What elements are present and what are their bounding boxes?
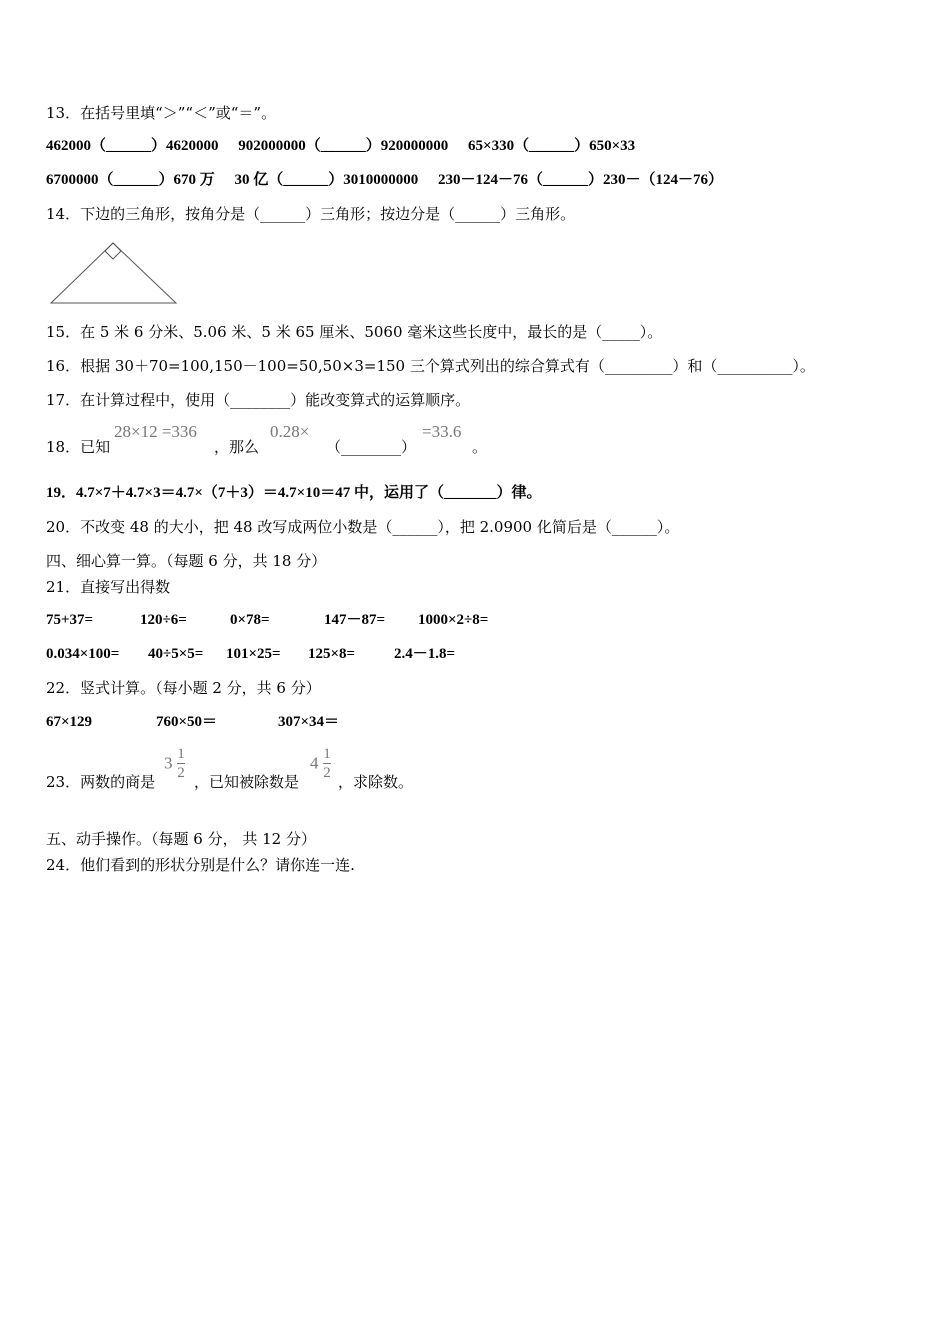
q21-item: 2.4－1.8= — [394, 646, 456, 662]
q21-item: 101×25= — [226, 646, 281, 662]
q21-item: 0×78= — [230, 612, 270, 628]
right-triangle-figure — [48, 238, 180, 308]
q13-item: 30 亿（______）3010000000 — [234, 172, 419, 188]
q13-row-1 — [46, 136, 635, 156]
q21-item: 120÷6= — [140, 612, 187, 628]
q18-expr: 0.28× — [270, 422, 310, 441]
q21-item: 1000×2÷8= — [418, 612, 489, 628]
q18-mid: ，那么 — [214, 438, 260, 456]
q23-frac1-den: 2 — [177, 765, 185, 781]
q18-prefix: 18．已知 — [46, 438, 111, 456]
q18-blank: （________） — [326, 438, 417, 456]
q21-title: 21．直接写出得数 — [46, 578, 171, 596]
q21-row-2 — [46, 644, 455, 664]
q23-end: ，求除数。 — [338, 773, 414, 791]
q23-frac2-whole: 4 — [310, 753, 319, 773]
q14-text: 14．下边的三角形，按角分是（______）三角形；按边分是（______）三角形。 — [46, 205, 576, 223]
q13-item: 902000000（______）920000000 — [238, 138, 449, 154]
section-4-title: 四、细心算一算。（每题 6 分，共 18 分） — [46, 552, 327, 570]
q23-frac2-num: 1 — [323, 746, 331, 762]
q21-item: 40÷5×5= — [148, 646, 204, 662]
q20-text: 20．不改变 48 的大小，把 48 改写成两位小数是（______），把 2.0900 化简后是（______）。 — [46, 518, 680, 536]
q21-item: 125×8= — [308, 646, 356, 662]
q17-text: 17．在计算过程中，使用（________）能改变算式的运算顺序。 — [46, 391, 471, 409]
q13-item: 65×330（______）650×33 — [468, 138, 636, 154]
q18-result: =33.6 — [422, 422, 462, 441]
q22-item: 67×129 — [46, 714, 93, 730]
q21-item: 75+37= — [46, 612, 94, 628]
q13-row-2 — [46, 170, 723, 190]
q18-end: 。 — [472, 438, 488, 456]
q18-known-expr: 28×12 =336 — [114, 422, 197, 441]
q16-text: 16．根据 30＋70=100,150－100=50,50×3=150 三个算式列出的综合算式有（_________）和（__________）。 — [46, 357, 815, 375]
q13-title: 13．在括号里填“＞”“＜”或“＝”。 — [46, 104, 277, 122]
q22-title: 22．竖式计算。（每小题 2 分，共 6 分） — [46, 679, 321, 697]
q21-row-1 — [46, 610, 488, 630]
q15-text: 15．在 5 米 6 分米、5.06 米、5 米 65 厘米、5060 毫米这些长度中，最长的是（_____）。 — [46, 323, 663, 341]
q13-item: 6700000（______）670 万 — [46, 172, 215, 188]
q22-item: 307×34＝ — [278, 714, 340, 730]
q23-fraction-2 — [310, 746, 331, 781]
q23-frac2-den: 2 — [323, 765, 331, 781]
q23-mid: ，已知被除数是 — [194, 773, 300, 791]
q13-item: 462000（______）4620000 — [46, 138, 219, 154]
q23-frac1-num: 1 — [177, 746, 185, 762]
q13-item: 230－124－76（______）230－（124－76） — [438, 172, 724, 188]
q23-fraction-1 — [164, 746, 185, 781]
q22-items — [46, 712, 339, 732]
q24-text: 24．他们看到的形状分别是什么？请你连一连. — [46, 856, 355, 874]
section-5-title: 五、动手操作。（每题 6 分， 共 12 分） — [46, 830, 316, 848]
q21-item: 147－87= — [324, 612, 386, 628]
q23-frac1-whole: 3 — [164, 753, 173, 773]
q21-item: 0.034×100= — [46, 646, 120, 662]
q22-item: 760×50＝ — [156, 714, 218, 730]
q19-text: 19．4.7×7＋4.7×3＝4.7×（7＋3）＝4.7×10＝47 中，运用了（_______）律。 — [46, 485, 542, 501]
q23-prefix: 23．两数的商是 — [46, 773, 156, 791]
